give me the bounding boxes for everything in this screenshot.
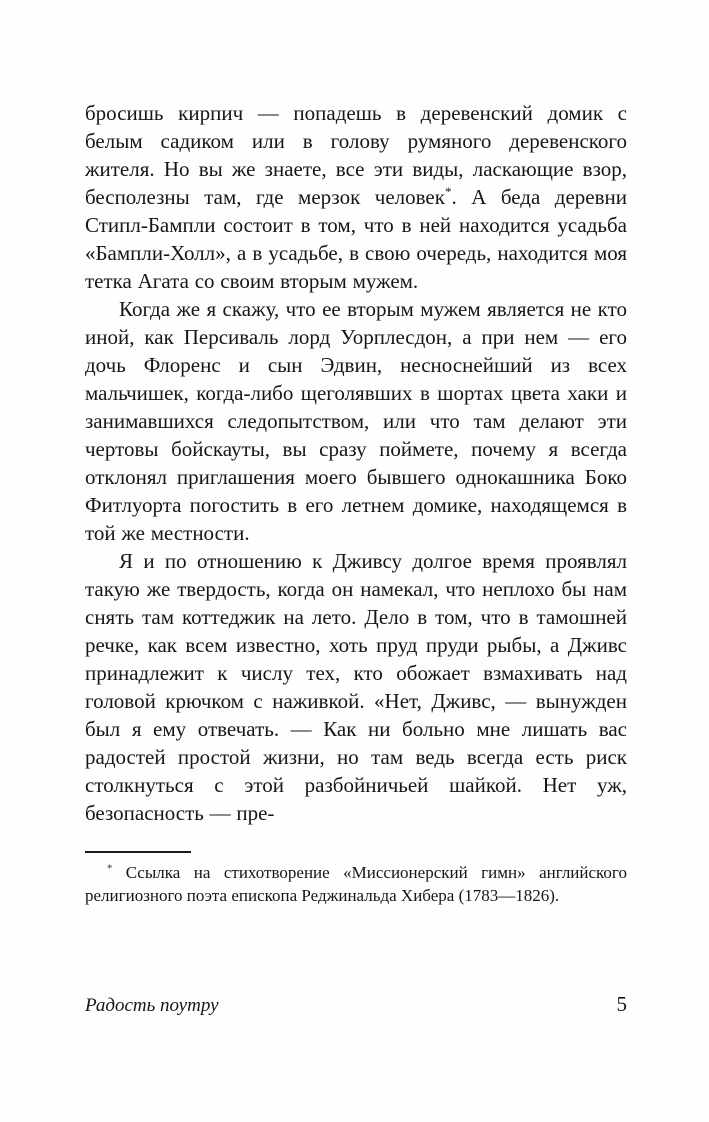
paragraph-1-text-continued: . А беда деревни Стипл-Бампли состоит в том, что в ней находится усадьба «Бампли-Холл», а в усадьбе, в свою очередь, находится моя тетка Агата со своим вторым мужем.: [85, 185, 627, 293]
paragraph-3: Я и по отношению к Дживсу долгое время проявлял такую же твердость, когда он намекал, что неплохо бы нам снять там коттеджик на лето. Дело в том, что в тамошней речке, как всем известно, хоть пруд пруди рыбы, а Дживс принадлежит к числу тех, кто обожает взмахивать над головой крючком с наживкой. «Нет, Дживс, — вынужден был я ему отвечать. — Как ни больно мне лишать вас радостей простой жизни, но там ведь всегда есть риск столкнуться с этой разбойничьей шайкой. Нет уж, безопасность — пре-: [85, 549, 627, 825]
paragraph-1-text: бросишь кирпич — попадешь в деревенский домик с белым садиком или в голову румяного деревенского жителя. Но вы же знаете, все эти виды, ласкающие взор, бесполезны там, где мерзок человек: [85, 101, 627, 209]
footnote-divider: [85, 851, 191, 853]
paragraph-2: Когда же я скажу, что ее вторым мужем является не кто иной, как Персиваль лорд Уорплесдон, а при нем — его дочь Флоренс и сын Эдвин, несноснейший из всех мальчишек, когда-либо щеголявших в шортах цвета хаки и занимавшихся следопытством, или что там делают эти чертовы бойскауты, вы сразу поймете, почему я всегда отклонял приглашения моего бывшего однокашника Боко Фитлуорта погостить в его летнем домике, находящемся в той же местности.: [85, 297, 627, 545]
footnote: [85, 861, 627, 907]
footnote-reference-marker: *: [444, 184, 452, 199]
footnote-marker: *: [107, 863, 113, 875]
page-footer: [85, 992, 627, 1017]
running-title: Радость поутру: [85, 995, 219, 1016]
body-text: [85, 99, 627, 907]
page-number: 5: [616, 992, 627, 1016]
footnote-text: Ссылка на стихотворение «Миссионерский гимн» английского религиозного поэта епископа Реджинальда Хибера (1783—1826).: [85, 863, 627, 905]
paragraph-1: [85, 99, 627, 295]
